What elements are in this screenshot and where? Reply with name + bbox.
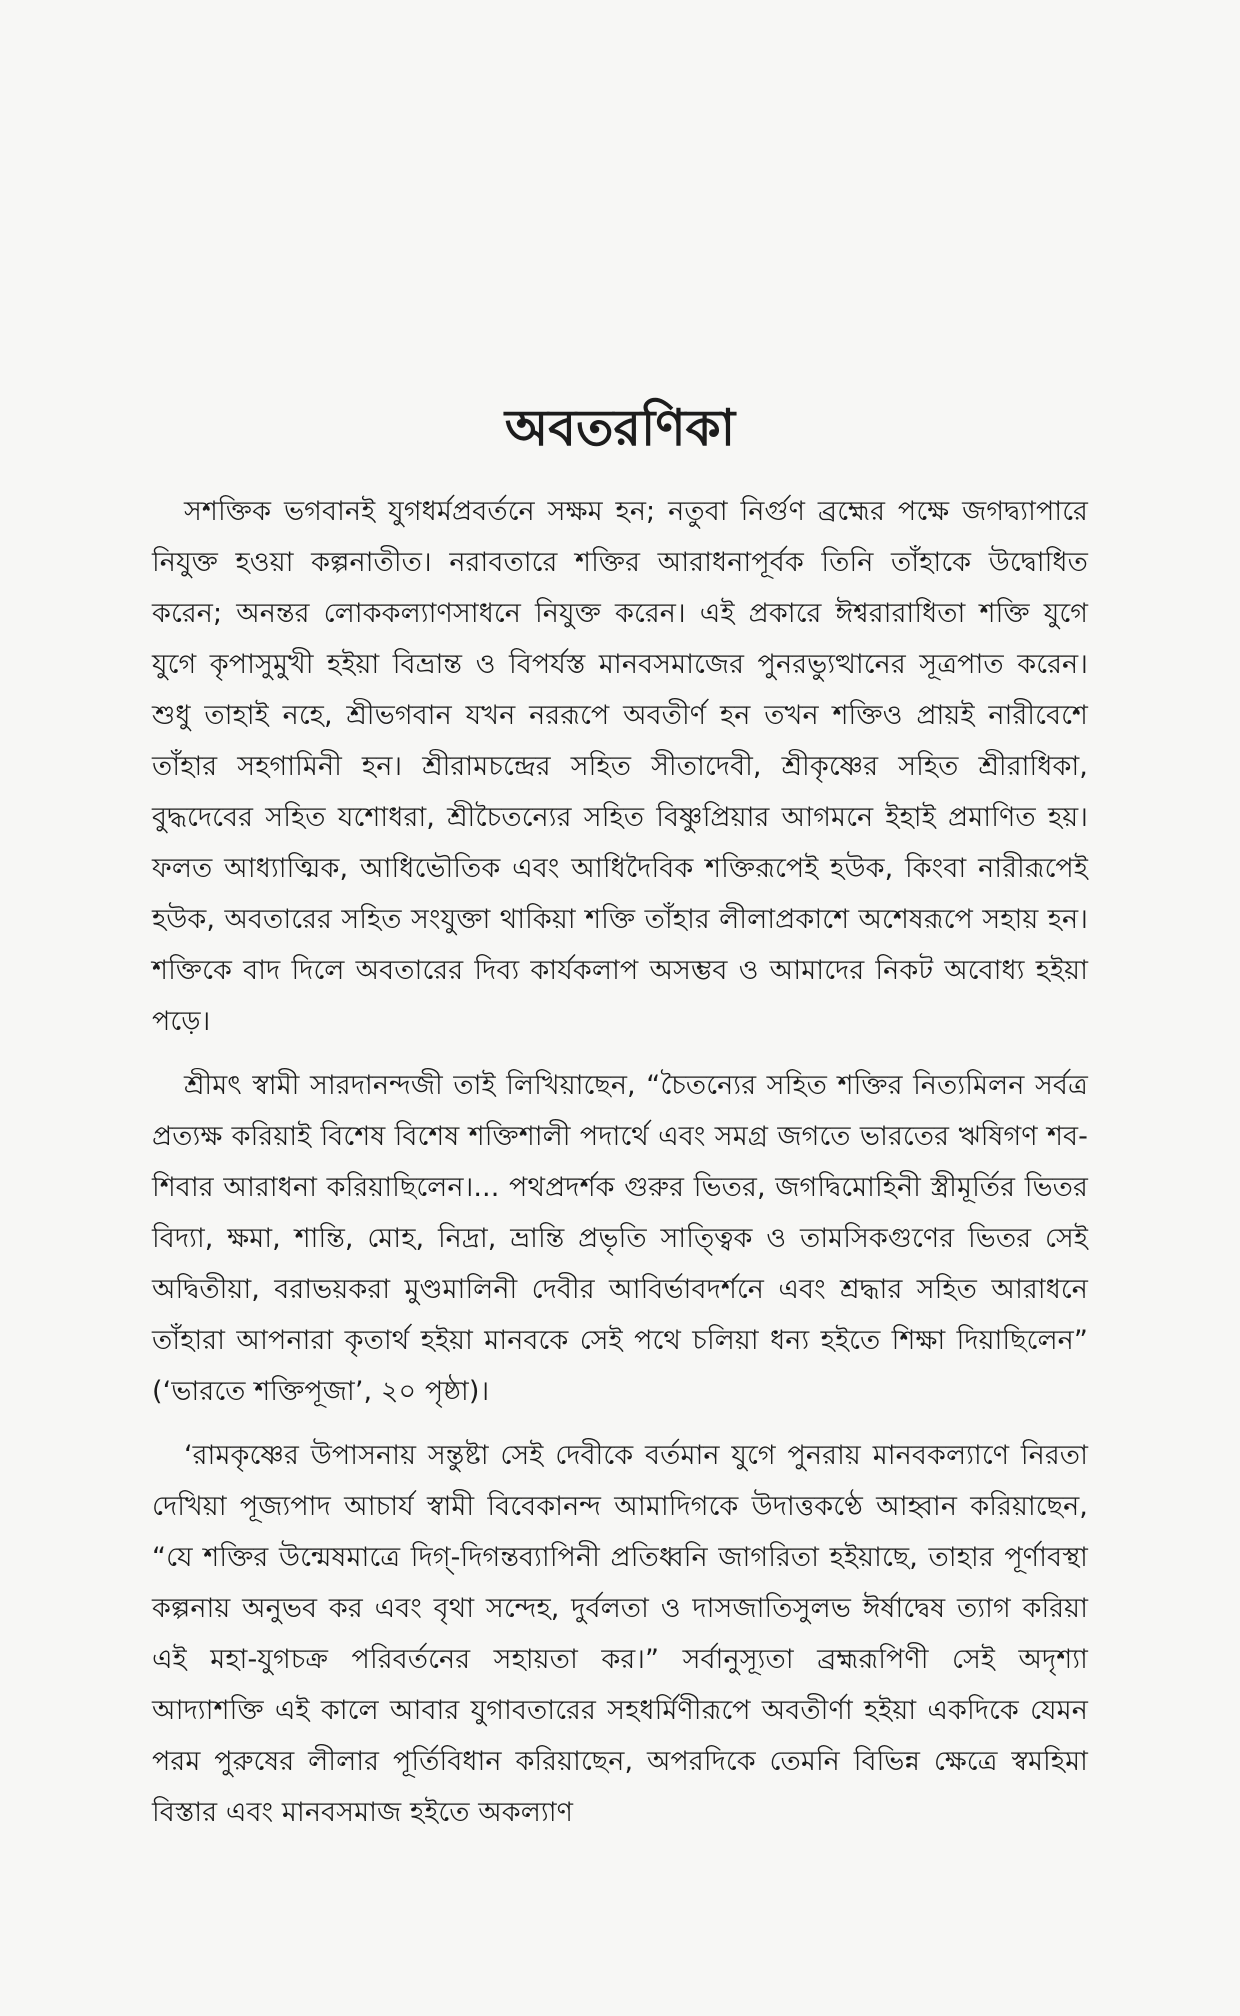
paragraph-3: ‘রামকৃষ্ণের উপাসনায় সন্তুষ্টা সেই দেবীকে বর্তমান যুগে পুনরায় মানবকল্যাণে নিরতা দেখিয়া পূজ্যপাদ আচার্য স্বামী বিবেকানন্দ আমাদিগকে উদাত্তকণ্ঠে আহ্বান করিয়াছেন, “যে শক্তির উন্মেষমাত্রে দিগ্‌-দিগন্তব্যাপিনী প্রতিধ্বনি জাগরিতা হইয়াছে, তাহার পূর্ণাবস্থা কল্পনায় অনুভব কর এবং বৃথা সন্দেহ, দুর্বলতা ও দাসজাতিসুলভ ঈর্ষাদ্বেষ ত্যাগ করিয়া এই মহা-যুগচক্র পরিবর্তনের সহায়তা কর।” সর্বানুস্যূতা ব্রহ্মরূপিণী সেই অদৃশ্যা আদ্যাশক্তি এই কালে আবার যুগাবতারের সহধর্মিণীরূপে অবতীর্ণা হইয়া একদিকে যেমন পরম পুরুষের লীলার পূর্তিবিধান করিয়াছেন, অপরদিকে তেমনি বিভিন্ন ক্ষেত্রে স্বমহিমা বিস্তার এবং মানবসমাজ হইতে অকল্যাণ — [152, 1440, 1088, 1828]
paragraph-2: শ্রীমৎ স্বামী সারদানন্দজী তাই লিখিয়াছেন, “চৈতন্যের সহিত শক্তির নিত্যমিলন সর্বত্র প্রত্যক্ষ করিয়াই বিশেষ বিশেষ শক্তিশালী পদার্থে এবং সমগ্র জগতে ভারতের ঋষিগণ শব-শিবার আরাধনা করিয়াছিলেন।... পথপ্রদর্শক গুরুর ভিতর, জগদ্বিমোহিনী স্ত্রীমূর্তির ভিতর বিদ্যা, ক্ষমা, শান্তি, মোহ, নিদ্রা, ভ্রান্তি প্রভৃতি সাত্ত্বিক ও তামসিকগুণের ভিতর সেই অদ্বিতীয়া, বরাভয়করা মুণ্ডমালিনী দেবীর আবির্ভাবদর্শনে এবং শ্রদ্ধার সহিত আরাধনে তাঁহারা আপনারা কৃতার্থ হইয়া মানবকে সেই পথে চলিয়া ধন্য হইতে শিক্ষা দিয়াছিলেন” (‘ভারতে শক্তিপূজা’, ২০ পৃষ্ঠা)। — [152, 1070, 1088, 1407]
chapter-title: অবতরণিকা — [504, 398, 736, 457]
chapter-body — [152, 486, 1088, 1838]
paragraph-1: সশক্তিক ভগবানই যুগধর্মপ্রবর্তনে সক্ষম হন; নতুবা নির্গুণ ব্রহ্মের পক্ষে জগদ্ব্যাপারে নিযুক্ত হওয়া কল্পনাতীত। নরাবতারে শক্তির আরাধনাপূর্বক তিনি তাঁহাকে উদ্বোধিত করেন; অনন্তর লোককল্যাণসাধনে নিযুক্ত করেন। এই প্রকারে ঈশ্বরারাধিতা শক্তি যুগে যুগে কৃপাসুমুখী হইয়া বিভ্রান্ত ও বিপর্যস্ত মানবসমাজের পুনরভ্যুত্থানের সূত্রপাত করেন। শুধু তাহাই নহে, শ্রীভগবান যখন নররূপে অবতীর্ণ হন তখন শক্তিও প্রায়ই নারীবেশে তাঁহার সহগামিনী হন। শ্রীরামচন্দ্রের সহিত সীতাদেবী, শ্রীকৃষ্ণের সহিত শ্রীরাধিকা, বুদ্ধদেবের সহিত যশোধরা, শ্রীচৈতন্যের সহিত বিষ্ণুপ্রিয়ার আগমনে ইহাই প্রমাণিত হয়। ফলত আধ্যাত্মিক, আধিভৌতিক এবং আধিদৈবিক শক্তিরূপেই হউক, কিংবা নারীরূপেই হউক, অবতারের সহিত সংযুক্তা থাকিয়া শক্তি তাঁহার লীলাপ্রকাশে অশেষরূপে সহায় হন। শক্তিকে বাদ দিলে অবতারের দিব্য কার্যকলাপ অসম্ভব ও আমাদের নিকট অবোধ্য হইয়া পড়ে। — [152, 496, 1088, 1037]
